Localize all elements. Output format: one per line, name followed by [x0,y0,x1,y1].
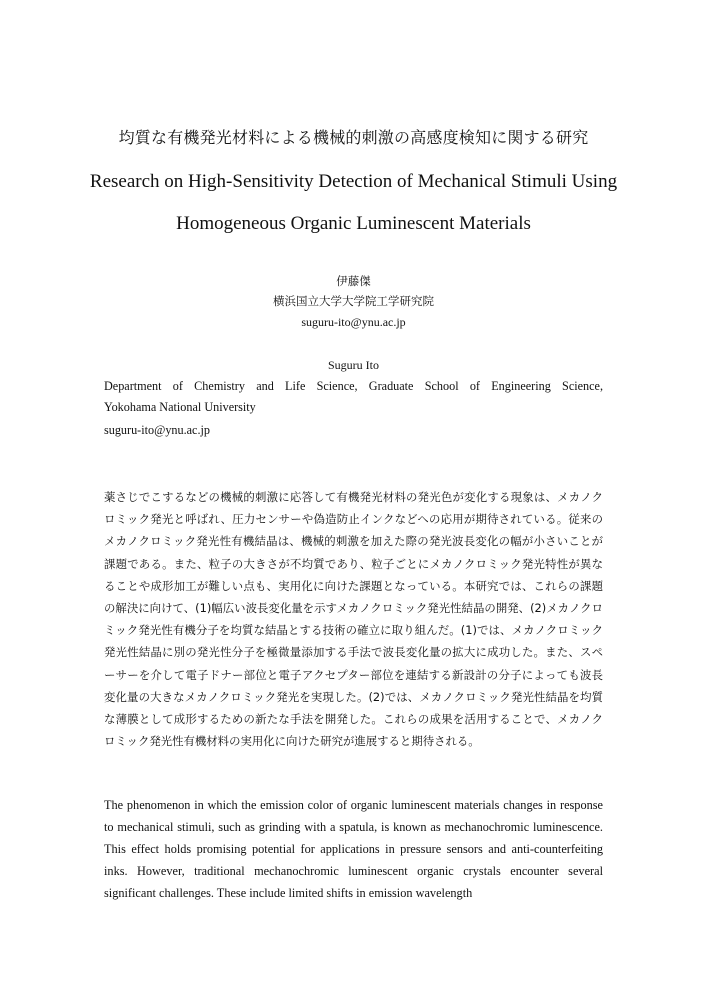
title-japanese: 均質な有機発光材料による機械的刺激の高感度検知に関する研究 [118,128,589,147]
title-english-line-2: Homogeneous Organic Luminescent Materials [176,213,531,234]
affiliation-english-line-1: Department of Chemistry and Life Science, Graduate School of Engineering Science, [104,379,603,393]
email-link-2[interactable]: suguru-ito@ynu.ac.jp [104,423,210,437]
title-english-line-1: Research on High-Sensitivity Detection of Mechanical Stimuli Using [89,171,618,192]
affiliation-english-line-2: Yokohama National University [104,400,256,414]
email-link-1[interactable]: suguru-ito@ynu.ac.jp [301,315,406,329]
abstract-japanese: 薬さじでこするなどの機械的刺激に応答して有機発光材料の発光色が変化する現象は、メカノクロミック発光と呼ばれ、圧力センサーや偽造防止インクなどへの応用が期待されている。従来のメカノクロミック発光性有機結晶は、機械的刺激を加えた際の発光波長変化の幅が小さいことが課題である。また、粒子の大きさが不均質であり、粒子ごとにメカノクロミック発光特性が異なることや成形加工が難しい点も、実用化に向けた課題となっている。本研究では、これらの課題の解決に向けて、(1)幅広い波長変化量を示すメカノクロミック発光性結晶の開発、(2)メカノクロミック発光性有機分子を均質な結晶とする技術の確立に取り組んだ。(1)では、メカノクロミック発光性結晶に別の発光性分子を極微量添加する手法で波長変化量の拡大に成功した。また、スペーサーを介して電子ドナー部位と電子アクセプター部位を連結する新設計の分子によっても波長変化量の大きなメカノクロミック発光を実現した。(2)では、メカノクロミック発光性結晶を均質な薄膜として成形するための新たな手法を開発した。これらの成果を活用することで、メカノクロミック発光性有機材料の実用化に向けた研究が進展すると期待される。 [104,490,603,749]
abstract-english: The phenomenon in which the emission color of organic luminescent materials changes in response to mechanical stimuli, such as grinding with a spatula, is known as mechanochromic luminescence. This effect holds promising potential for applications in pressure sensors and anti-counterfeiting inks. However, traditional mechanochromic luminescent organic crystals encounter several significant challenges. These include limited shifts in emission wavelength [104,798,603,900]
affiliation-japanese: 横浜国立大学大学院工学研究院 [273,294,434,308]
author-japanese: 伊藤傑 [336,274,371,288]
author-english: Suguru Ito [328,358,379,372]
